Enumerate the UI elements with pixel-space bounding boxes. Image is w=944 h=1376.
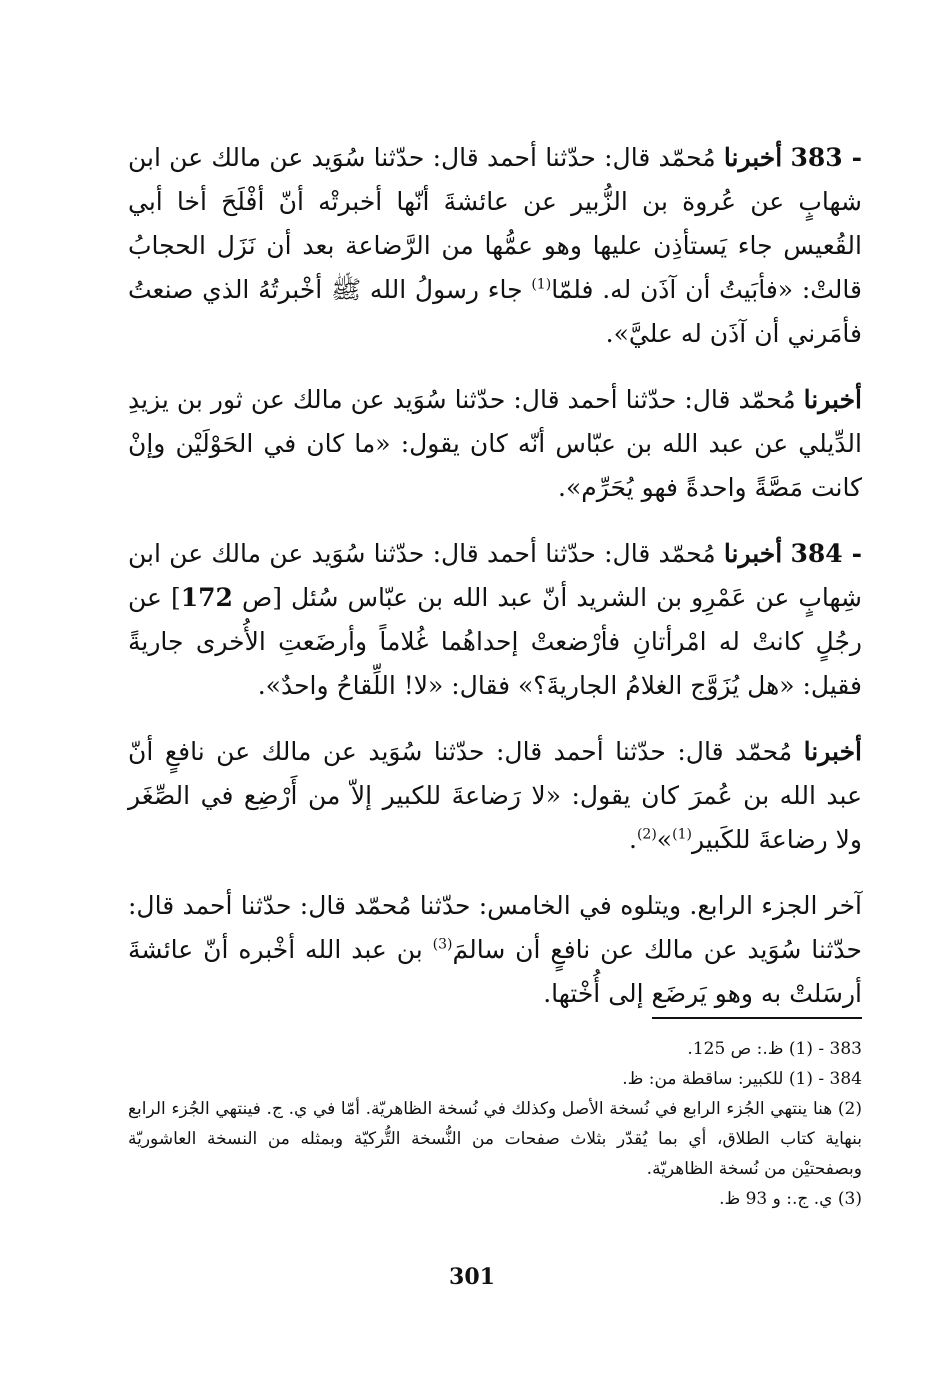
footnote-ref[interactable]: (1) bbox=[531, 276, 552, 293]
paragraph-384 bbox=[128, 532, 862, 708]
paragraph-unnumbered-1 bbox=[128, 378, 862, 510]
footnote-ref[interactable]: (1) bbox=[672, 826, 692, 843]
paragraph-colophon bbox=[128, 884, 862, 1016]
footnote-384-3: (3) ي. ج.: و 93 ظ. bbox=[719, 1189, 862, 1209]
paragraph-text: . bbox=[628, 825, 637, 854]
footnote-383-1: 383 - (1) ظ.: ص 125. bbox=[687, 1039, 862, 1059]
paragraph-text: ] عن رجُلٍ كانتْ له امْرأتانِ فأرْضعتْ إحداهُما غُلاماً وأرضَعتِ الأُخرى جاريةً فقيل: «هل يُزَوَّج الغلامُ الجاريةَ؟» فقال: «لا! اللِّقاحُ واحدٌ». bbox=[128, 583, 862, 700]
page-number: 301 bbox=[449, 1264, 495, 1290]
paragraph-text: » bbox=[656, 825, 673, 854]
paragraph-text: مُحمّد قال: حدّثنا أحمد قال: حدّثنا سُوَيد عن مالك عن ابن شِهابٍ عن عَمْرِو بن الشريد أنّ عبد الله بن عبّاس سُئل [ص bbox=[128, 539, 863, 612]
footnotes bbox=[128, 1034, 862, 1214]
paragraph-text: آخر الجزء الرابع. ويتلوه في الخامس: حدّثنا مُحمّد قال: حدّثنا أحمد قال: حدّثنا سُوَيد عن مالك عن نافعٍ أن سالمَ bbox=[128, 891, 862, 964]
footnote-384-1: 384 - (1) للكبير: ساقطة من: ظ. bbox=[622, 1069, 862, 1089]
footnote-384-2: (2) هنا ينتهي الجُزء الرابع في نُسخة الأصل وكذلك في نُسخة الظاهريّة. أمّا في ي. ج. فينتهي الجُزء الرابع بنهاية كتاب الطلاق، أي بما يُقدّر بثلاث صفحات من النُّسخة التُّركيّة وبمثله من النسخة العاشوريّة وبصفحتيْن من نُسخة الظاهريّة. bbox=[128, 1099, 862, 1179]
hadith-number: 383 - bbox=[790, 143, 863, 172]
paragraph-text: مُحمّد قال: حدّثنا أحمد قال: حدّثنا سُوَيد عن مالك عن ابن شهابٍ عن عُروة بن الزُّبير عن عائشةَ أنّها أخبرتْه أنّ أفْلَحَ أخا أبي القُعيس جاء يَستأذِن عليها وهو عمُّها من الرَّضاعة بعد أن نَزَل الحجابُ قالتْ: «فأبَيتُ أن آذَن له. فلمّا bbox=[128, 143, 862, 304]
footnote-ref[interactable]: (2) bbox=[636, 826, 657, 843]
lead-word: أخبرنا bbox=[803, 385, 862, 414]
paragraph-unnumbered-2 bbox=[128, 730, 862, 862]
footnote-ref[interactable]: (3) bbox=[432, 936, 453, 953]
manuscript-page-ref: 172 bbox=[180, 583, 233, 612]
paragraph-text: بن عبد الله أخْبره أنّ عائشةَ أرسَلتْ به وهو يَرضَع إلى أُخْتها. bbox=[128, 935, 862, 1008]
footnote-divider bbox=[652, 1017, 862, 1019]
paragraph-text: مُحمّد قال: حدّثنا أحمد قال: حدّثنا سُوَيد عن مالك عن نافعٍ أنّ عبد الله بن عُمرَ كان يقول: «لا رَضاعةَ للكبير إلاّ من أَرْضِع في الصِّغَر ولا رضاعةَ للكَبير bbox=[128, 737, 862, 854]
paragraph-text: مُحمّد قال: حدّثنا أحمد قال: حدّثنا سُوَيد عن مالك عن ثور بن يزيدِ الدِّيلي عن عبد الله بن عبّاس أنّه كان يقول: «ما كان في الحَوْلَيْن وإنْ كانت مَصَّةً واحدةً فهو يُحَرِّم». bbox=[128, 385, 862, 502]
hadith-number: 384 - bbox=[790, 539, 863, 568]
lead-word: أخبرنا bbox=[723, 143, 783, 172]
paragraph-383 bbox=[128, 136, 862, 356]
main-text bbox=[128, 136, 862, 1038]
lead-word: أخبرنا bbox=[723, 539, 783, 568]
lead-word: أخبرنا bbox=[803, 737, 862, 766]
paragraph-text: جاء رسولُ الله ﷺ أخْبرتُهُ الذي صنعتُ فأمَرني أن آذَن له عليَّ». bbox=[128, 275, 862, 348]
